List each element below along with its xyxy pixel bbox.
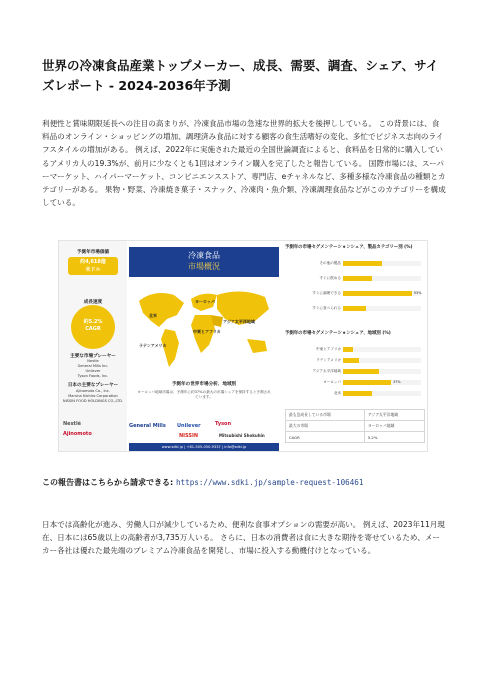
key-player: Unilever xyxy=(85,369,101,373)
bar-category-label: ヨーロッパ xyxy=(323,380,341,384)
table-row xyxy=(286,421,425,432)
map-label-latam: ラテンアメリカ xyxy=(139,343,167,348)
key-player: Nestle xyxy=(87,359,99,363)
growth-label: 成長速度 xyxy=(83,300,103,305)
jp-player: Ajinomoto Co., Inc. xyxy=(76,389,110,393)
bar-row xyxy=(285,389,425,398)
table-cell: アジア太平洋地域 xyxy=(364,410,424,421)
bar-row xyxy=(285,289,425,298)
bar-category-label: すぐに飲める xyxy=(319,276,341,280)
bar xyxy=(343,358,359,363)
bar xyxy=(343,306,366,311)
bar xyxy=(343,369,379,374)
table-cell: ヨーロッパ地域 xyxy=(364,421,424,432)
page-title: 世界の冷凍食品産業トップメーカー、成長、需要、調査、シェア、サイズレポート - 2024-2036年予測 xyxy=(42,58,439,93)
bar xyxy=(343,291,412,296)
bar-row xyxy=(285,378,425,387)
infographic-banner xyxy=(129,247,279,277)
cagr-circle xyxy=(71,305,115,349)
bar-track xyxy=(343,347,421,352)
banner-subtitle: 市場概況 xyxy=(188,262,220,271)
bar-row xyxy=(285,304,425,313)
bar-category-label: 北米 xyxy=(333,391,341,395)
logo-unilever: Unilever xyxy=(177,423,201,429)
request-line xyxy=(42,477,363,489)
jp-players-label: 日本の主要なプレーヤー xyxy=(67,383,119,388)
bar-row xyxy=(285,274,425,283)
bar-row xyxy=(285,345,425,354)
bar-category-label: その他の製品 xyxy=(319,261,341,265)
chart1-title: 予測年の市場セグメンテーションシェア、製品カテゴリー別 (%) xyxy=(285,245,413,250)
bar-category-label: アジア太平洋地域 xyxy=(312,369,341,373)
key-player: General Mills Inc. xyxy=(77,364,109,368)
bar-value-label: 37% xyxy=(393,380,401,384)
bar-value-label: 53% xyxy=(413,291,422,295)
world-map xyxy=(129,281,279,381)
sample-request-link[interactable]: https://www.sdki.jp/sample-request-106461 xyxy=(175,478,364,487)
bar-row xyxy=(285,259,425,268)
summary-table xyxy=(285,409,425,443)
intro-paragraph: 利便性と賞味期限延長への注目の高まりが、冷凍食品市場の急速な世界的拡大を後押ししている。 この背景には、食料品のオンライン・ショッピングの増加、調理済み食品に対する顧客の食生活嗜好の変化、多忙でビジネス志向のライフスタイルの増加がある。 例えば、2022年に実施された最近の全国世論調査によると、食料品を日常的に購入しているアメリカ人の19.3%が、前月に少なくとも1回はオンライン購入を完了したと報告している。 国際市場には、スーパーマーケット、ハイパーマーケット、コンビニエンスストア、専門店、eチャネルなど、多種多様な冷凍食品の種類とカテゴリーがある。 果物・野菜、冷凍焼き菓子・スナック、冷凍肉・魚介類、冷凍調理食品などがこのカテゴリーを構成している。 xyxy=(42,119,446,208)
market-value-amount: 約4,618億 xyxy=(80,259,106,265)
banner-title: 冷凍食品 xyxy=(188,251,220,260)
table-cell: 5.2% xyxy=(364,432,424,443)
cagr-value: 約5.2% xyxy=(83,319,103,325)
table-row xyxy=(286,432,425,443)
market-value-unit: 米ドル xyxy=(85,267,101,273)
bar-row xyxy=(285,356,425,365)
market-value-pill xyxy=(68,257,118,275)
bar xyxy=(343,261,382,266)
bar xyxy=(343,391,372,396)
infographic-footer: www.sdki.jp | +81-505-050-9337 | info@sdki.jp xyxy=(129,443,279,451)
jp-players-list xyxy=(59,389,127,404)
logo-tyson: Tyson xyxy=(215,421,232,427)
japan-paragraph: 日本では高齢化が進み、労働人口が減少しているため、便利な食事オプションの需要が高い。 例えば、2023年11月現在、日本には65歳以上の高齢者が3,735万人いる。 さらに、日本の消費者は食に大きな期待を寄せているため、メーカー各社は優れた最先端のプレミアム冷凍食品を開発し、市場に投入する動機付けとなっている。 xyxy=(42,520,445,556)
key-players-list xyxy=(59,359,127,379)
logo-mitsubishi-shokuhin: Mitsubishi Shokuhin xyxy=(219,433,265,438)
table-cell: 最も急成長している市場 xyxy=(286,410,365,421)
map-label-mea: 中東とアフリカ xyxy=(193,329,221,334)
map-caption: 予測年の世界市場分析、地域別 xyxy=(171,382,237,387)
bar-category-label: すぐに調理できる xyxy=(312,291,341,295)
key-players-label: 主要な市場プレーヤー xyxy=(70,354,116,359)
bar-category-label: ラテンアメリカ xyxy=(316,358,341,362)
chart2-title: 予測年の市場セグメンテーションシェア、地域別 (%) xyxy=(285,331,391,336)
bar-row xyxy=(285,367,425,376)
logo-nissin: NISSIN xyxy=(179,433,199,439)
market-value-label: 予測年市場価値 xyxy=(76,250,110,255)
table-cell: CAGR xyxy=(286,432,365,443)
bar xyxy=(343,276,372,281)
bar xyxy=(343,380,391,385)
key-player: Tyson Foods, Inc. xyxy=(77,374,109,378)
request-label: この報告書はこちらから請求できる: xyxy=(42,478,176,487)
map-label-apac: アジア太平洋地域 xyxy=(223,319,255,324)
cagr-label: CAGR xyxy=(85,326,101,332)
bar xyxy=(343,347,353,352)
logo-ajinomoto: Ajinomoto xyxy=(63,431,92,437)
map-subcaption: ヨーロッパ地域市場は、予測年に約37%の最大の市場シェアを保持すると予測されています。 xyxy=(137,390,271,399)
market-infographic xyxy=(58,240,428,452)
logo-general-mills: General Mills xyxy=(129,423,166,429)
map-label-north-america: 北米 xyxy=(149,313,157,318)
bar-category-label: すぐに食べられる xyxy=(312,306,341,310)
jp-player: Maruha Nichiro Corporation xyxy=(68,394,118,398)
bar-category-label: 中東とアフリカ xyxy=(316,347,341,351)
table-row xyxy=(286,410,425,421)
logo-nestle: Nestlé xyxy=(63,421,82,427)
jp-player: NISSIN FOOD HOLDINGS CO.,LTD. xyxy=(62,399,124,403)
company-logos xyxy=(59,419,285,443)
map-label-europe: ヨーロッパ xyxy=(195,299,215,304)
table-cell: 最大の市場 xyxy=(286,421,365,432)
